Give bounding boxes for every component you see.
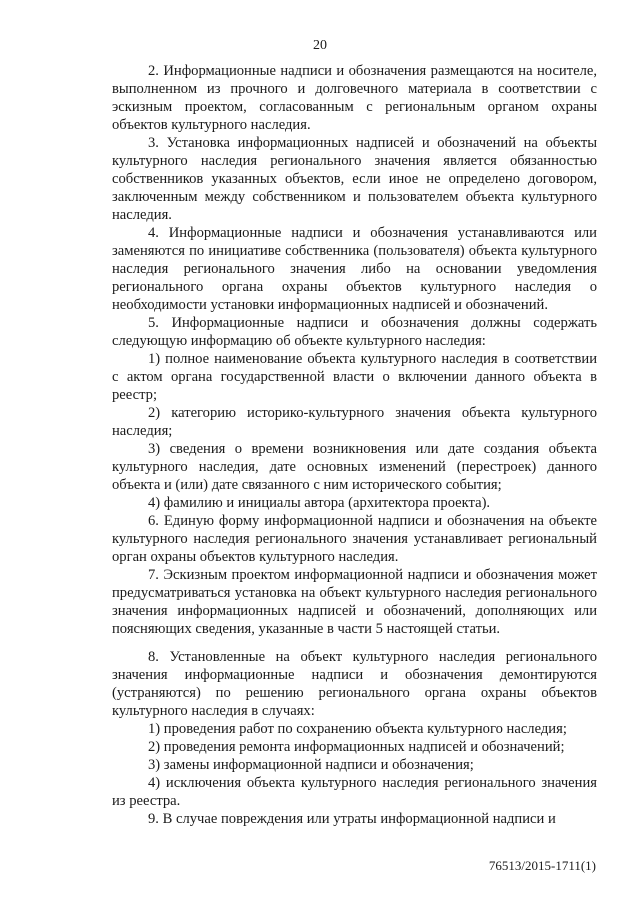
paragraph-8-item-1: 1) проведения работ по сохранению объекта культурного наследия;: [148, 721, 567, 737]
paragraph-8-item-2: 2) проведения ремонта информационных надписей и обозначений;: [148, 739, 565, 755]
paragraph-5: 5. Информационные надписи и обозначения должны содержать следующую информацию об объекте культурного наследия:: [112, 315, 597, 349]
paragraph-7: 7. Эскизным проектом информационной надписи и обозначения может предусматриваться установка на объект культурного наследия регионального значения информационных надписей и обозначений, дополняющих или поясняющих сведения, указанные в части 5 настоящей статьи.: [112, 567, 597, 637]
paragraph-5-item-1: 1) полное наименование объекта культурного наследия в соответствии с актом органа государственной власти о включении данного объекта в реестр;: [112, 351, 597, 403]
paragraph-2: 2. Информационные надписи и обозначения размещаются на носителе, выполненном из прочного и долговечного материала в соответствии с эскизным проектом, согласованным с региональным органом охраны объектов культурного наследия.: [112, 63, 597, 133]
paragraph-8-item-4: 4) исключения объекта культурного наследия регионального значения из реестра.: [112, 775, 597, 809]
paragraph-8-item-3: 3) замены информационной надписи и обозначения;: [148, 757, 474, 773]
paragraph-9: 9. В случае повреждения или утраты информационной надписи и: [148, 811, 556, 827]
paragraph-4: 4. Информационные надписи и обозначения устанавливаются или заменяются по инициативе собственника (пользователя) объекта культурного наследия регионального значения либо на основании уведомления регионального органа охраны объектов культурного наследия о необходимости установки информационных надписей и обозначений.: [112, 225, 597, 313]
paragraph-3: 3. Установка информационных надписей и обозначений на объекты культурного наследия регионального значения является обязанностью собственников указанных объектов, если иное не определено договором, заключенным между собственником и пользователем объекта культурного наследия.: [112, 135, 597, 223]
paragraph-5-item-3: 3) сведения о времени возникновения или дате создания объекта культурного наследия, дате основных изменений (перестроек) данного объекта и (или) дате связанного с ним исторического события;: [112, 441, 597, 493]
document-code: 76513/2015-1711(1): [488, 858, 596, 873]
paragraph-5-item-2: 2) категорию историко-культурного значения объекта культурного наследия;: [112, 405, 597, 439]
paragraph-5-item-4: 4) фамилию и инициалы автора (архитектора проекта).: [148, 495, 491, 511]
page-number: 20: [313, 38, 327, 53]
document-body: [112, 62, 597, 828]
paragraph-8: 8. Установленные на объект культурного наследия регионального значения информационные надписи и обозначения демонтируются (устраняются) по решению регионального органа охраны объектов культурного наследия в случаях:: [112, 649, 597, 719]
paragraph-6: 6. Единую форму информационной надписи и обозначения на объекте культурного наследия регионального значения устанавливает региональный орган охраны объектов культурного наследия.: [112, 513, 597, 565]
